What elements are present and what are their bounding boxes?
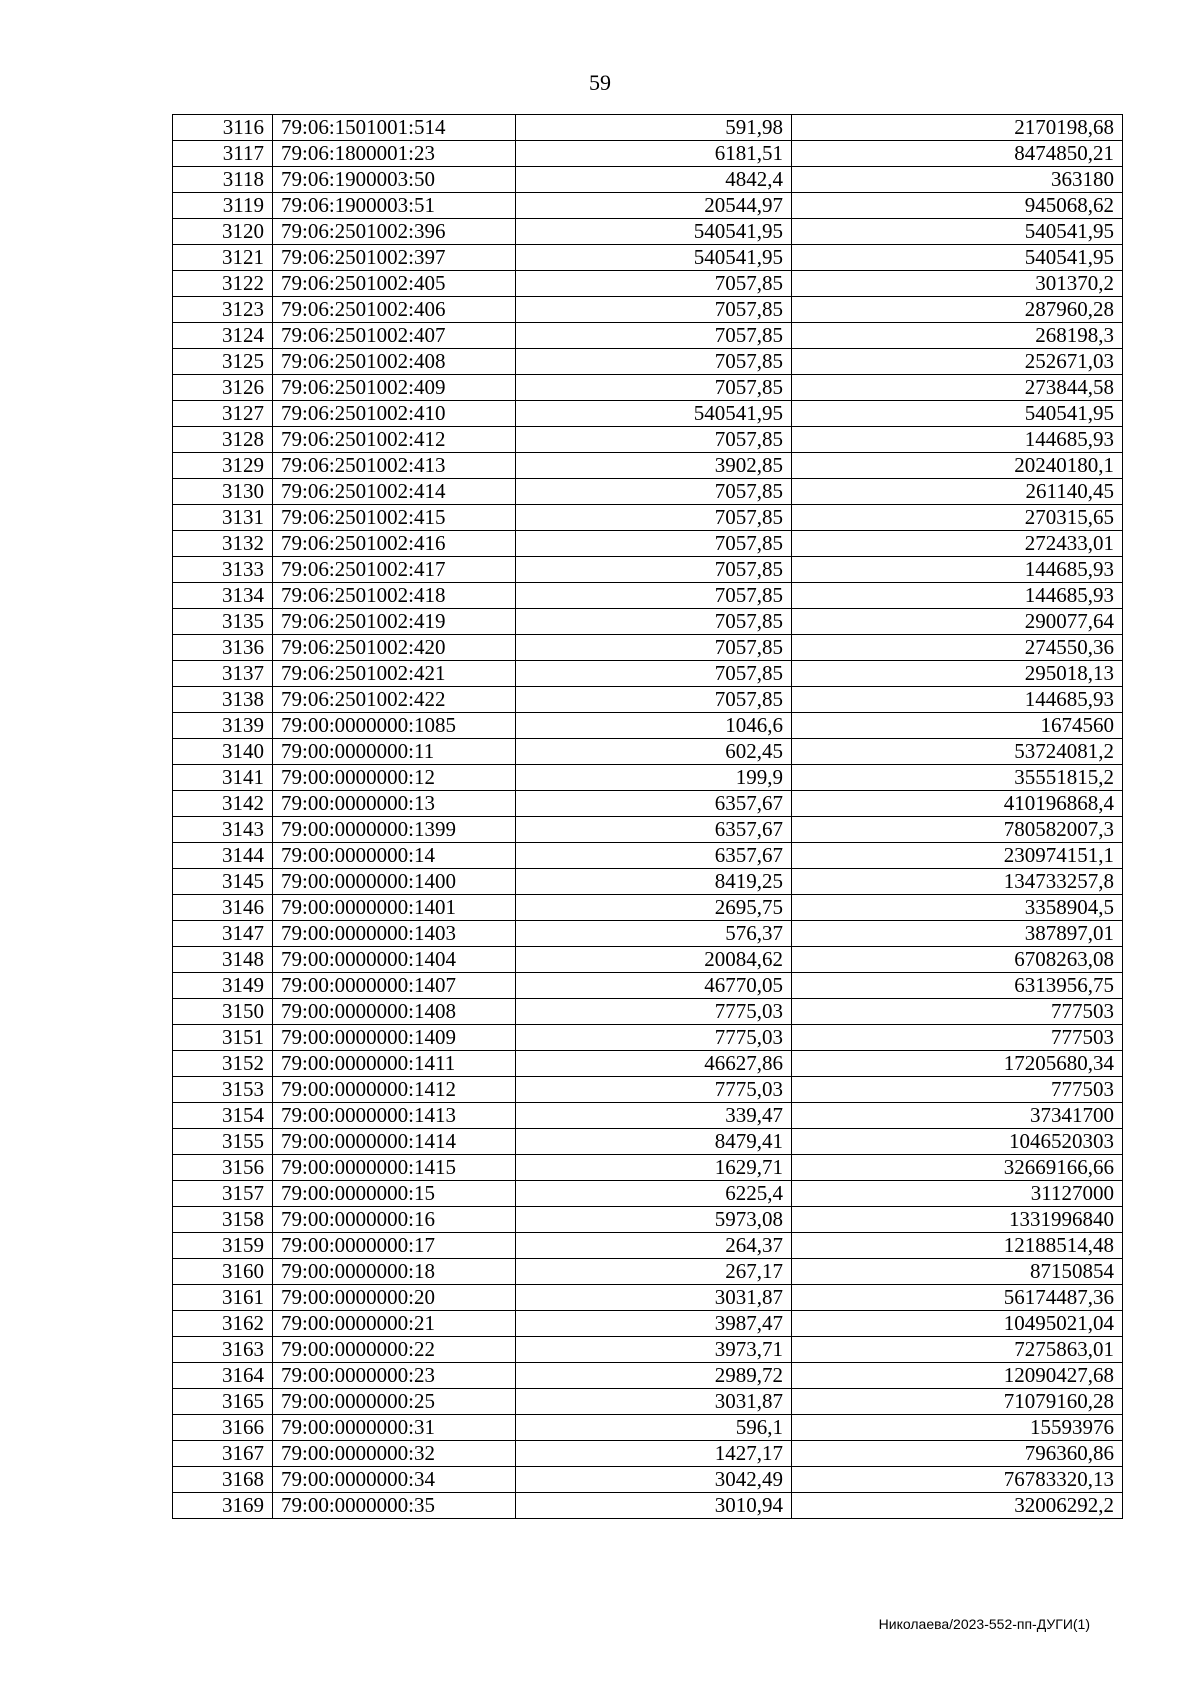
total-value-cell: 363180 [792,167,1123,193]
row-number-cell: 3119 [173,193,273,219]
table-row [173,687,1123,713]
total-value-cell: 17205680,34 [792,1051,1123,1077]
row-number-cell: 3124 [173,323,273,349]
total-value-cell: 1046520303 [792,1129,1123,1155]
cadastral-number-cell: 79:00:0000000:16 [273,1207,516,1233]
cadastral-number-cell: 79:06:1800001:23 [273,141,516,167]
document-footer-code: Николаева/2023-552-пп-ДУГИ(1) [878,1616,1090,1632]
row-number-cell: 3136 [173,635,273,661]
total-value-cell: 71079160,28 [792,1389,1123,1415]
row-number-cell: 3141 [173,765,273,791]
table-row [173,219,1123,245]
value-cell: 4842,4 [516,167,792,193]
total-value-cell: 540541,95 [792,401,1123,427]
table-row [173,323,1123,349]
table-row [173,1181,1123,1207]
value-cell: 3987,47 [516,1311,792,1337]
row-number-cell: 3148 [173,947,273,973]
value-cell: 3902,85 [516,453,792,479]
total-value-cell: 272433,01 [792,531,1123,557]
table-row [173,427,1123,453]
row-number-cell: 3165 [173,1389,273,1415]
cadastral-number-cell: 79:06:2501002:417 [273,557,516,583]
table-row [173,765,1123,791]
total-value-cell: 295018,13 [792,661,1123,687]
total-value-cell: 1674560 [792,713,1123,739]
total-value-cell: 387897,01 [792,921,1123,947]
table-row [173,1441,1123,1467]
total-value-cell: 270315,65 [792,505,1123,531]
total-value-cell: 144685,93 [792,687,1123,713]
value-cell: 199,9 [516,765,792,791]
table-row [173,401,1123,427]
cadastral-number-cell: 79:06:2501002:418 [273,583,516,609]
total-value-cell: 261140,45 [792,479,1123,505]
table-row [173,609,1123,635]
value-cell: 264,37 [516,1233,792,1259]
total-value-cell: 777503 [792,1025,1123,1051]
row-number-cell: 3168 [173,1467,273,1493]
cadastral-number-cell: 79:00:0000000:23 [273,1363,516,1389]
row-number-cell: 3153 [173,1077,273,1103]
total-value-cell: 144685,93 [792,557,1123,583]
value-cell: 7775,03 [516,999,792,1025]
table-row [173,817,1123,843]
table-row [173,1207,1123,1233]
value-cell: 1629,71 [516,1155,792,1181]
row-number-cell: 3135 [173,609,273,635]
table-row [173,193,1123,219]
value-cell: 5973,08 [516,1207,792,1233]
table-row [173,297,1123,323]
cadastral-number-cell: 79:06:2501002:413 [273,453,516,479]
value-cell: 2989,72 [516,1363,792,1389]
row-number-cell: 3147 [173,921,273,947]
cadastral-number-cell: 79:00:0000000:1415 [273,1155,516,1181]
value-cell: 2695,75 [516,895,792,921]
value-cell: 3973,71 [516,1337,792,1363]
total-value-cell: 230974151,1 [792,843,1123,869]
row-number-cell: 3139 [173,713,273,739]
total-value-cell: 287960,28 [792,297,1123,323]
value-cell: 8479,41 [516,1129,792,1155]
cadastral-number-cell: 79:06:2501002:405 [273,271,516,297]
total-value-cell: 252671,03 [792,349,1123,375]
cadastral-number-cell: 79:00:0000000:1401 [273,895,516,921]
table-row [173,1415,1123,1441]
cadastral-number-cell: 79:00:0000000:31 [273,1415,516,1441]
row-number-cell: 3130 [173,479,273,505]
table-row [173,1025,1123,1051]
table-row [173,271,1123,297]
row-number-cell: 3140 [173,739,273,765]
total-value-cell: 32006292,2 [792,1493,1123,1519]
cadastral-number-cell: 79:06:2501002:421 [273,661,516,687]
table-row [173,713,1123,739]
row-number-cell: 3163 [173,1337,273,1363]
value-cell: 7057,85 [516,375,792,401]
table-row [173,973,1123,999]
cadastral-number-cell: 79:06:2501002:416 [273,531,516,557]
cadastral-number-cell: 79:06:2501002:420 [273,635,516,661]
value-cell: 602,45 [516,739,792,765]
table-row [173,1103,1123,1129]
row-number-cell: 3121 [173,245,273,271]
cadastral-number-cell: 79:00:0000000:11 [273,739,516,765]
value-cell: 7057,85 [516,505,792,531]
value-cell: 596,1 [516,1415,792,1441]
value-cell: 7057,85 [516,609,792,635]
value-cell: 267,17 [516,1259,792,1285]
row-number-cell: 3154 [173,1103,273,1129]
row-number-cell: 3146 [173,895,273,921]
total-value-cell: 540541,95 [792,245,1123,271]
row-number-cell: 3120 [173,219,273,245]
table-row [173,895,1123,921]
cadastral-number-cell: 79:06:2501002:397 [273,245,516,271]
row-number-cell: 3166 [173,1415,273,1441]
cadastral-number-cell: 79:00:0000000:32 [273,1441,516,1467]
total-value-cell: 301370,2 [792,271,1123,297]
cadastral-number-cell: 79:00:0000000:34 [273,1467,516,1493]
row-number-cell: 3116 [173,115,273,141]
cadastral-number-cell: 79:00:0000000:21 [273,1311,516,1337]
cadastral-number-cell: 79:00:0000000:1403 [273,921,516,947]
total-value-cell: 12188514,48 [792,1233,1123,1259]
total-value-cell: 7275863,01 [792,1337,1123,1363]
table-row [173,921,1123,947]
table-row [173,843,1123,869]
value-cell: 46770,05 [516,973,792,999]
cadastral-number-cell: 79:00:0000000:1399 [273,817,516,843]
row-number-cell: 3123 [173,297,273,323]
value-cell: 3031,87 [516,1285,792,1311]
value-cell: 7057,85 [516,531,792,557]
value-cell: 3042,49 [516,1467,792,1493]
value-cell: 7057,85 [516,687,792,713]
value-cell: 540541,95 [516,401,792,427]
value-cell: 7057,85 [516,479,792,505]
value-cell: 7057,85 [516,635,792,661]
table-row [173,141,1123,167]
table-row [173,739,1123,765]
value-cell: 7057,85 [516,271,792,297]
cadastral-number-cell: 79:06:2501002:396 [273,219,516,245]
value-cell: 20544,97 [516,193,792,219]
total-value-cell: 20240180,1 [792,453,1123,479]
total-value-cell: 134733257,8 [792,869,1123,895]
row-number-cell: 3131 [173,505,273,531]
total-value-cell: 6708263,08 [792,947,1123,973]
value-cell: 8419,25 [516,869,792,895]
table-row [173,869,1123,895]
table-row [173,1363,1123,1389]
cadastral-number-cell: 79:06:2501002:412 [273,427,516,453]
value-cell: 6357,67 [516,791,792,817]
value-cell: 7057,85 [516,427,792,453]
cadastral-number-cell: 79:00:0000000:20 [273,1285,516,1311]
total-value-cell: 76783320,13 [792,1467,1123,1493]
total-value-cell: 35551815,2 [792,765,1123,791]
total-value-cell: 777503 [792,1077,1123,1103]
table-row [173,583,1123,609]
table-row [173,167,1123,193]
value-cell: 6357,67 [516,817,792,843]
table-row [173,1389,1123,1415]
row-number-cell: 3151 [173,1025,273,1051]
total-value-cell: 2170198,68 [792,115,1123,141]
cadastral-number-cell: 79:06:2501002:408 [273,349,516,375]
row-number-cell: 3133 [173,557,273,583]
page-number: 59 [589,70,611,95]
total-value-cell: 780582007,3 [792,817,1123,843]
value-cell: 46627,86 [516,1051,792,1077]
value-cell: 7057,85 [516,349,792,375]
table-row [173,1233,1123,1259]
row-number-cell: 3143 [173,817,273,843]
table-row [173,1285,1123,1311]
table-row [173,1129,1123,1155]
total-value-cell: 53724081,2 [792,739,1123,765]
table-row [173,479,1123,505]
cadastral-number-cell: 79:06:2501002:419 [273,609,516,635]
value-cell: 7057,85 [516,323,792,349]
total-value-cell: 37341700 [792,1103,1123,1129]
table-row [173,115,1123,141]
row-number-cell: 3159 [173,1233,273,1259]
total-value-cell: 31127000 [792,1181,1123,1207]
row-number-cell: 3156 [173,1155,273,1181]
table-row [173,557,1123,583]
value-cell: 7775,03 [516,1077,792,1103]
total-value-cell: 144685,93 [792,427,1123,453]
row-number-cell: 3144 [173,843,273,869]
cadastral-number-cell: 79:06:2501002:414 [273,479,516,505]
total-value-cell: 1331996840 [792,1207,1123,1233]
row-number-cell: 3167 [173,1441,273,1467]
cadastral-number-cell: 79:00:0000000:15 [273,1181,516,1207]
cadastral-number-cell: 79:00:0000000:1408 [273,999,516,1025]
row-number-cell: 3134 [173,583,273,609]
cadastral-number-cell: 79:06:2501002:406 [273,297,516,323]
value-cell: 576,37 [516,921,792,947]
cadastral-number-cell: 79:00:0000000:14 [273,843,516,869]
row-number-cell: 3127 [173,401,273,427]
registry-table-body [173,115,1123,1519]
table-row [173,1493,1123,1519]
value-cell: 6225,4 [516,1181,792,1207]
table-row [173,505,1123,531]
row-number-cell: 3150 [173,999,273,1025]
table-row [173,1155,1123,1181]
value-cell: 7057,85 [516,661,792,687]
row-number-cell: 3169 [173,1493,273,1519]
row-number-cell: 3161 [173,1285,273,1311]
total-value-cell: 8474850,21 [792,141,1123,167]
value-cell: 591,98 [516,115,792,141]
value-cell: 7057,85 [516,583,792,609]
value-cell: 6181,51 [516,141,792,167]
table-row [173,349,1123,375]
row-number-cell: 3149 [173,973,273,999]
value-cell: 339,47 [516,1103,792,1129]
total-value-cell: 777503 [792,999,1123,1025]
cadastral-number-cell: 79:00:0000000:1085 [273,713,516,739]
table-row [173,791,1123,817]
table-row [173,1337,1123,1363]
row-number-cell: 3122 [173,271,273,297]
row-number-cell: 3138 [173,687,273,713]
cadastral-number-cell: 79:06:2501002:422 [273,687,516,713]
row-number-cell: 3152 [173,1051,273,1077]
total-value-cell: 274550,36 [792,635,1123,661]
cadastral-number-cell: 79:06:1900003:50 [273,167,516,193]
cadastral-number-cell: 79:00:0000000:1409 [273,1025,516,1051]
row-number-cell: 3117 [173,141,273,167]
total-value-cell: 32669166,66 [792,1155,1123,1181]
cadastral-number-cell: 79:00:0000000:1413 [273,1103,516,1129]
total-value-cell: 290077,64 [792,609,1123,635]
total-value-cell: 6313956,75 [792,973,1123,999]
total-value-cell: 10495021,04 [792,1311,1123,1337]
total-value-cell: 273844,58 [792,375,1123,401]
total-value-cell: 268198,3 [792,323,1123,349]
table-row [173,947,1123,973]
value-cell: 3031,87 [516,1389,792,1415]
value-cell: 7057,85 [516,297,792,323]
row-number-cell: 3132 [173,531,273,557]
table-row [173,1051,1123,1077]
total-value-cell: 144685,93 [792,583,1123,609]
total-value-cell: 15593976 [792,1415,1123,1441]
cadastral-number-cell: 79:00:0000000:17 [273,1233,516,1259]
row-number-cell: 3155 [173,1129,273,1155]
table-row [173,1311,1123,1337]
table-row [173,1259,1123,1285]
value-cell: 1046,6 [516,713,792,739]
row-number-cell: 3157 [173,1181,273,1207]
registry-table [172,114,1123,1519]
cadastral-number-cell: 79:00:0000000:13 [273,791,516,817]
value-cell: 20084,62 [516,947,792,973]
cadastral-number-cell: 79:06:2501002:410 [273,401,516,427]
cadastral-number-cell: 79:06:2501002:407 [273,323,516,349]
total-value-cell: 3358904,5 [792,895,1123,921]
value-cell: 1427,17 [516,1441,792,1467]
row-number-cell: 3158 [173,1207,273,1233]
row-number-cell: 3125 [173,349,273,375]
row-number-cell: 3128 [173,427,273,453]
total-value-cell: 56174487,36 [792,1285,1123,1311]
row-number-cell: 3162 [173,1311,273,1337]
cadastral-number-cell: 79:00:0000000:1411 [273,1051,516,1077]
row-number-cell: 3142 [173,791,273,817]
table-row [173,453,1123,479]
row-number-cell: 3137 [173,661,273,687]
value-cell: 6357,67 [516,843,792,869]
row-number-cell: 3129 [173,453,273,479]
cadastral-number-cell: 79:00:0000000:1412 [273,1077,516,1103]
cadastral-number-cell: 79:06:1501001:514 [273,115,516,141]
cadastral-number-cell: 79:00:0000000:25 [273,1389,516,1415]
value-cell: 540541,95 [516,245,792,271]
value-cell: 7057,85 [516,557,792,583]
cadastral-number-cell: 79:00:0000000:18 [273,1259,516,1285]
row-number-cell: 3164 [173,1363,273,1389]
value-cell: 7775,03 [516,1025,792,1051]
total-value-cell: 410196868,4 [792,791,1123,817]
cadastral-number-cell: 79:06:2501002:409 [273,375,516,401]
cadastral-number-cell: 79:00:0000000:1404 [273,947,516,973]
value-cell: 3010,94 [516,1493,792,1519]
table-row [173,245,1123,271]
total-value-cell: 945068,62 [792,193,1123,219]
total-value-cell: 12090427,68 [792,1363,1123,1389]
row-number-cell: 3126 [173,375,273,401]
table-row [173,999,1123,1025]
table-row [173,661,1123,687]
total-value-cell: 540541,95 [792,219,1123,245]
cadastral-number-cell: 79:00:0000000:1414 [273,1129,516,1155]
value-cell: 540541,95 [516,219,792,245]
cadastral-number-cell: 79:06:1900003:51 [273,193,516,219]
table-row [173,531,1123,557]
table-row [173,1077,1123,1103]
total-value-cell: 87150854 [792,1259,1123,1285]
table-row [173,375,1123,401]
cadastral-number-cell: 79:00:0000000:1407 [273,973,516,999]
cadastral-number-cell: 79:00:0000000:12 [273,765,516,791]
row-number-cell: 3118 [173,167,273,193]
cadastral-number-cell: 79:00:0000000:35 [273,1493,516,1519]
table-row [173,635,1123,661]
row-number-cell: 3145 [173,869,273,895]
row-number-cell: 3160 [173,1259,273,1285]
cadastral-number-cell: 79:00:0000000:22 [273,1337,516,1363]
table-row [173,1467,1123,1493]
cadastral-number-cell: 79:06:2501002:415 [273,505,516,531]
total-value-cell: 796360,86 [792,1441,1123,1467]
cadastral-number-cell: 79:00:0000000:1400 [273,869,516,895]
